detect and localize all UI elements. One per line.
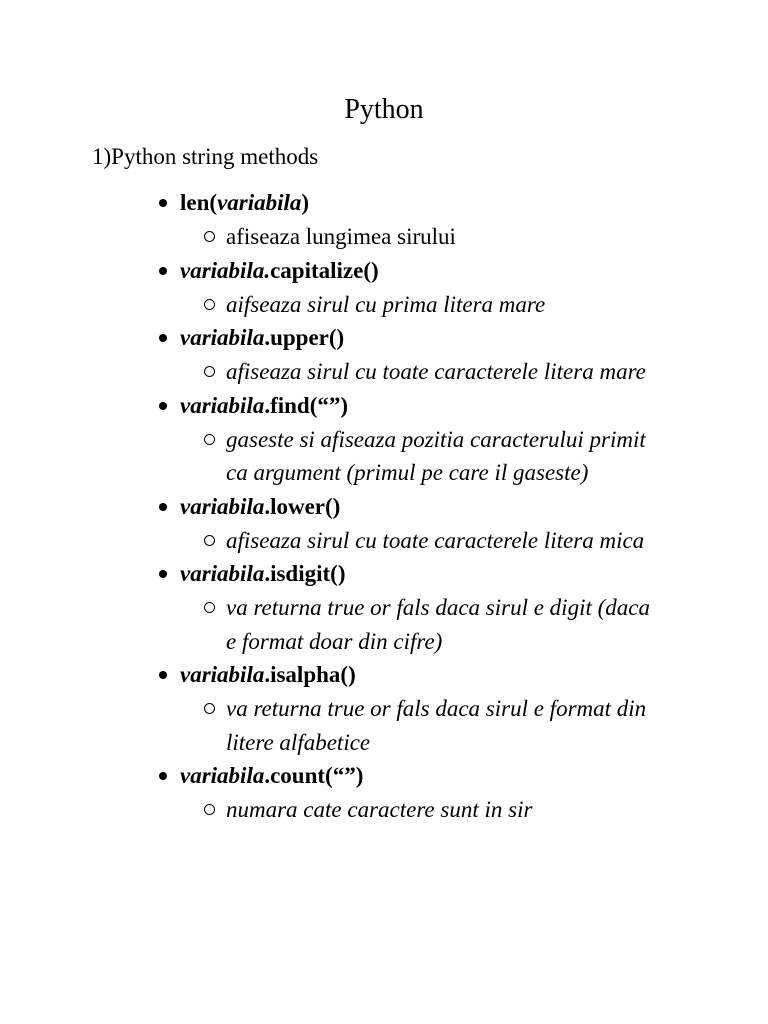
method-signature bbox=[0, 490, 768, 524]
method-name: .lower() bbox=[264, 493, 341, 519]
list-item bbox=[0, 759, 768, 827]
method-name: .find(“”) bbox=[264, 392, 349, 418]
circle-bullet-icon bbox=[204, 703, 215, 714]
method-description bbox=[0, 524, 656, 558]
bullet-icon bbox=[159, 267, 167, 275]
method-variable: variabila bbox=[180, 763, 265, 788]
method-description-text: afiseaza sirul cu toate caracterele litera mare bbox=[226, 359, 646, 384]
method-description bbox=[0, 423, 656, 490]
method-signature bbox=[0, 321, 768, 355]
bullet-icon bbox=[159, 772, 167, 780]
method-variable: variabila bbox=[180, 662, 265, 687]
circle-bullet-icon bbox=[204, 231, 215, 242]
method-description-text: va returna true or fals daca sirul e format din litere alfabetice bbox=[226, 696, 647, 755]
circle-bullet-icon bbox=[204, 299, 215, 310]
list-item bbox=[0, 389, 768, 490]
method-list bbox=[0, 186, 768, 827]
bullet-icon bbox=[159, 402, 167, 410]
list-item bbox=[0, 254, 768, 322]
bullet-icon bbox=[159, 570, 167, 578]
method-variable: variabila. bbox=[180, 257, 271, 283]
bullet-icon bbox=[159, 334, 167, 342]
method-description-text: afiseaza sirul cu toate caracterele litera mica bbox=[226, 527, 645, 553]
circle-bullet-icon bbox=[204, 804, 215, 815]
bullet-icon bbox=[159, 503, 167, 511]
section-heading: 1)Python string methods bbox=[92, 144, 319, 169]
method-signature bbox=[0, 186, 768, 220]
method-signature bbox=[0, 254, 768, 288]
method-variable: variabila bbox=[180, 392, 265, 418]
circle-bullet-icon bbox=[204, 434, 215, 445]
list-item bbox=[0, 490, 768, 558]
method-name: capitalize() bbox=[270, 257, 379, 283]
circle-bullet-icon bbox=[204, 602, 215, 613]
method-description-text: va returna true or fals daca sirul e digit (daca e format doar din cifre) bbox=[226, 595, 650, 654]
list-item bbox=[0, 186, 768, 254]
method-description-text: aifseaza sirul cu prima litera mare bbox=[226, 291, 546, 317]
method-name: .upper() bbox=[264, 325, 345, 350]
method-name: len( bbox=[180, 190, 218, 215]
bullet-icon bbox=[159, 199, 167, 207]
list-item bbox=[0, 321, 768, 389]
circle-bullet-icon bbox=[204, 366, 215, 377]
circle-bullet-icon bbox=[204, 535, 215, 546]
method-description bbox=[0, 692, 656, 759]
method-name: .isalpha() bbox=[264, 662, 356, 687]
method-variable: variabila bbox=[180, 325, 265, 350]
method-description bbox=[0, 793, 656, 827]
method-description bbox=[0, 591, 656, 658]
method-signature bbox=[0, 658, 768, 692]
method-name: .count(“”) bbox=[264, 763, 364, 788]
method-description-text: afiseaza lungimea sirului bbox=[226, 224, 456, 249]
method-description bbox=[0, 355, 656, 389]
method-signature bbox=[0, 557, 768, 591]
method-description bbox=[0, 220, 656, 254]
method-name: .isdigit() bbox=[264, 561, 346, 586]
method-variable: variabila bbox=[180, 493, 265, 519]
method-description bbox=[0, 288, 656, 322]
method-variable: variabila bbox=[180, 561, 265, 586]
method-description-text: numara cate caractere sunt in sir bbox=[226, 797, 533, 822]
method-signature bbox=[0, 759, 768, 793]
bullet-icon bbox=[159, 671, 167, 679]
method-description-text: gaseste si afiseaza pozitia caracterului primit ca argument (primul pe care il gaseste) bbox=[226, 426, 646, 485]
list-item bbox=[0, 658, 768, 759]
method-name-suffix: ) bbox=[301, 190, 310, 215]
list-item bbox=[0, 557, 768, 658]
method-signature bbox=[0, 389, 768, 423]
page-title: Python bbox=[344, 94, 424, 125]
method-variable: variabila bbox=[217, 190, 302, 215]
